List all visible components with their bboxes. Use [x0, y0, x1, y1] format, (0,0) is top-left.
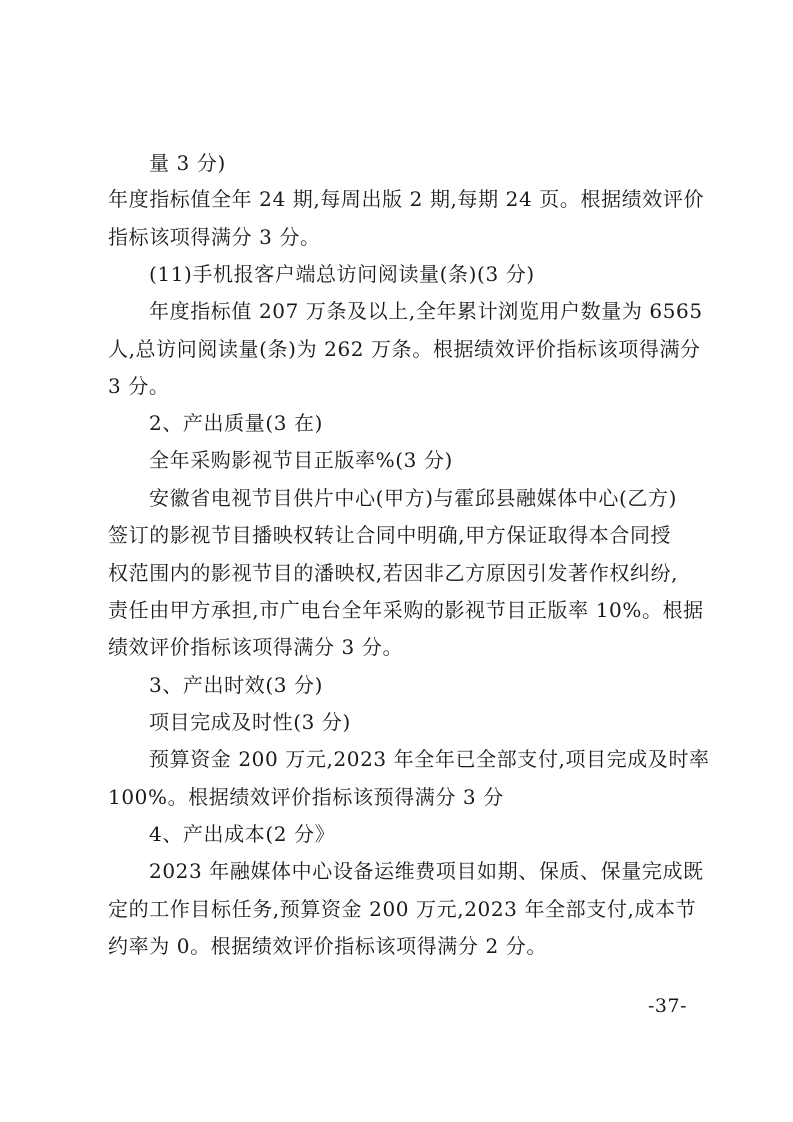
section-heading: 全年采购影视节目正版率%(3 分) [149, 448, 453, 472]
section-heading: 项目完成及时性(3 分) [149, 710, 351, 734]
paragraph-line: 指标该项得满分 3 分。 [108, 225, 321, 249]
section-heading: (11)手机报客户端总访问阅读量(条)(3 分) [149, 262, 535, 286]
paragraph-line: 定的工作目标任务,预算资金 200 万元,2023 年全部支付,成本节 [108, 897, 697, 921]
paragraph-line: 2023 年融媒体中心设备运维费项目如期、保质、保量完成既 [149, 859, 704, 883]
paragraph-line: 量 3 分) [149, 151, 226, 175]
paragraph-line: 人,总访问阅读量(条)为 262 万条。根据绩效评价指标该项得满分 [108, 337, 701, 361]
paragraph-line: 约率为 0。根据绩效评价指标该项得满分 2 分。 [108, 934, 547, 958]
paragraph-line: 年度指标值全年 24 期,每周出版 2 期,每期 24 页。根据绩效评价 [108, 187, 705, 211]
section-heading: 2、产出质量(3 在) [149, 411, 324, 435]
paragraph-line: 绩效评价指标该项得满分 3 分。 [108, 635, 404, 659]
page-number: -37- [648, 995, 688, 1017]
paragraph-line: 年度指标值 207 万条及以上,全年累计浏览用户数量为 6565 [149, 299, 703, 323]
paragraph-line: 签订的影视节目播映权转让合同中明确,甲方保证取得本合同授 [108, 523, 672, 547]
section-heading: 3、产出时效(3 分) [149, 673, 324, 697]
paragraph-line: 权范围内的影视节目的潘映权,若因非乙方原因引发著作权纠纷, [108, 561, 679, 585]
section-heading: 4、产出成本(2 分》 [149, 822, 336, 846]
paragraph-line: 责任由甲方承担,市广电台全年采购的影视节目正版率 10%。根据 [108, 598, 704, 622]
paragraph-line: 预算资金 200 万元,2023 年全年已全部支付,项目完成及时率 [149, 747, 710, 771]
paragraph-line: 100%。根据绩效评价指标该预得满分 3 分 [108, 785, 504, 809]
paragraph-line: 安徽省电视节目供片中心(甲方)与霍邱县融媒体中心(乙方) [149, 486, 678, 510]
paragraph-line: 3 分。 [108, 374, 170, 398]
